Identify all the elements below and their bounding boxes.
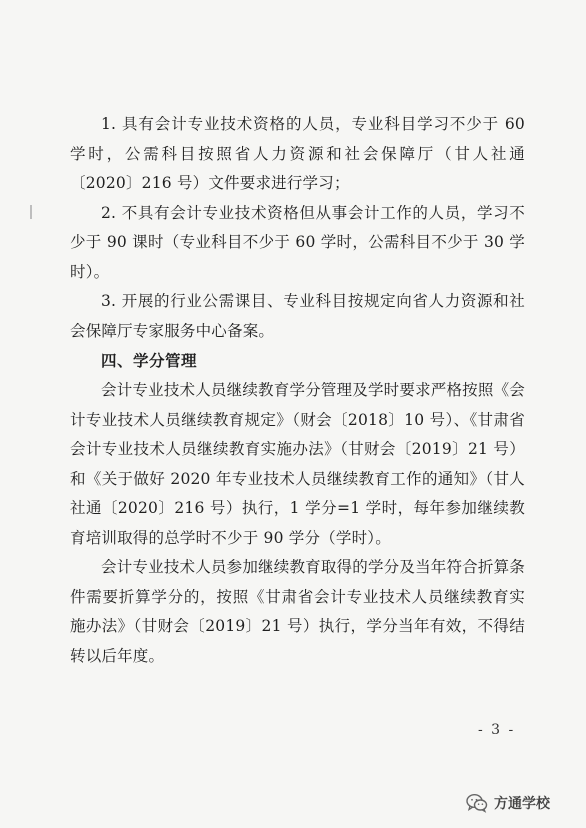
wechat-icon <box>466 793 488 813</box>
paragraph-2: 2. 不具有会计专业技术资格但从事会计工作的人员，学习不少于 90 课时（专业科目不少于 60 学时，公需科目不少于 30 学时）。 <box>70 203 525 281</box>
document-body <box>70 110 525 671</box>
page-number: - 3 - <box>478 722 516 738</box>
scan-mark <box>30 205 32 219</box>
watermark <box>466 792 550 814</box>
section-heading: 四、学分管理 <box>101 352 198 370</box>
watermark-label: 方通学校 <box>494 796 550 812</box>
paragraph-3: 3. 开展的行业公需课目、专业科目按规定向省人力资源和社会保障厅专家服务中心备案。 <box>70 292 525 340</box>
paragraph-1: 1. 具有会计专业技术资格的人员，专业科目学习不少于 60 学时，公需科目按照省人力资源和社会保障厅（甘人社通〔2020〕216 号）文件要求进行学习； <box>70 115 525 192</box>
section-paragraph-2: 会计专业技术人员参加继续教育取得的学分及当年符合折算条件需要折算学分的，按照《甘肃省会计专业技术人员继续教育实施办法》（甘财会〔2019〕21 号）执行，学分当年有效，不得结转以后年度。 <box>70 558 525 665</box>
section-paragraph-1: 会计专业技术人员继续教育学分管理及学时要求严格按照《会计专业技术人员继续教育规定》（财会〔2018〕10 号）、《甘肃省会计专业技术人员继续教育实施办法》（甘财会〔2019〕21 号）和《关于做好 2020 年专业技术人员继续教育工作的通知》（甘人社通〔2020〕216 号）执行，1 学分=1 学时，每年参加继续教育培训取得的总学时不少于 90 学分（学时）。 <box>70 381 525 547</box>
